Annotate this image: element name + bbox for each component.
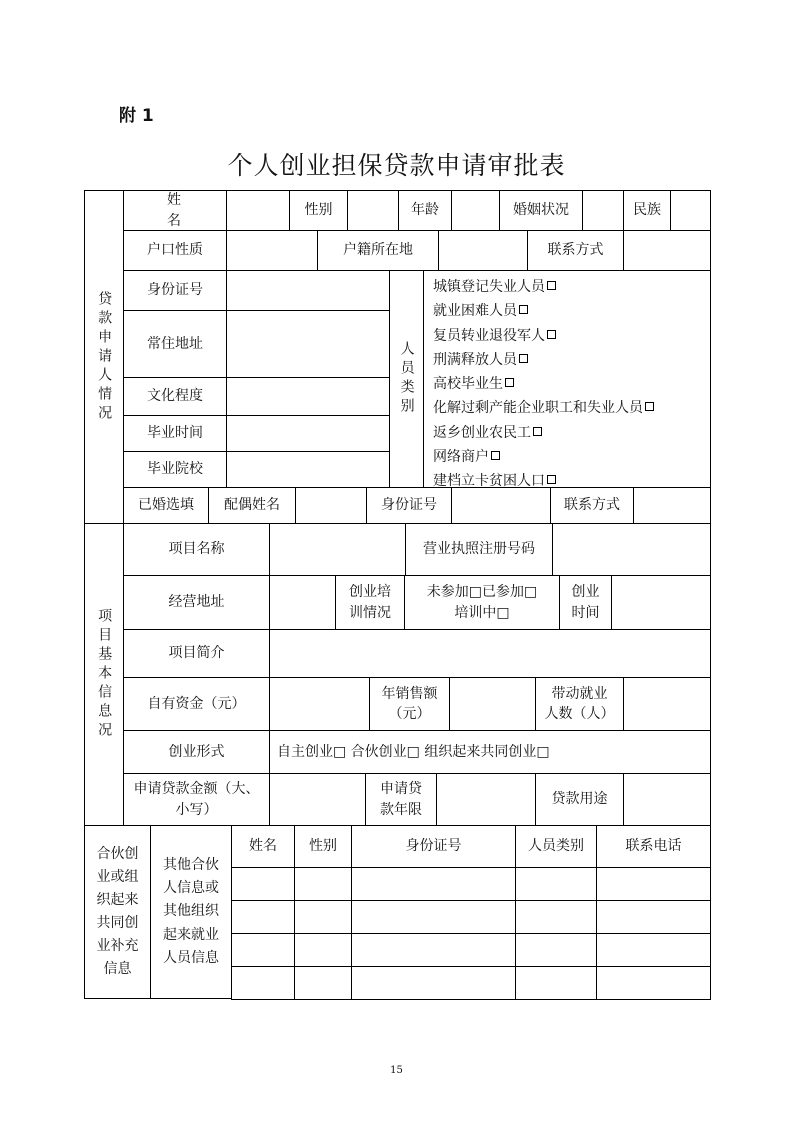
gender-field[interactable]: [347, 190, 399, 231]
spouse-name-field[interactable]: [295, 487, 367, 524]
partner-cell[interactable]: [596, 867, 711, 901]
household-location-field[interactable]: [438, 230, 528, 271]
partner-cell[interactable]: [231, 966, 295, 1000]
start-time-field[interactable]: [611, 575, 711, 630]
own-funds-field[interactable]: [269, 677, 370, 731]
marital-label: 婚姻状况: [499, 190, 583, 231]
attachment-label: 附 1: [119, 106, 154, 126]
partner-cell[interactable]: [294, 933, 352, 967]
address-field[interactable]: [226, 310, 390, 378]
partner-cell[interactable]: [351, 933, 516, 967]
category-option[interactable]: 就业困难人员: [433, 299, 710, 323]
partner-header-id: 身份证号: [351, 825, 516, 868]
gender-label: 性别: [289, 190, 348, 231]
marital-field[interactable]: [582, 190, 624, 231]
partner-header-category: 人员类别: [515, 825, 597, 868]
spouse-contact-field[interactable]: [633, 487, 711, 524]
spouse-name-label: 配偶姓名: [208, 487, 296, 524]
category-option[interactable]: 返乡创业农民工: [433, 421, 710, 445]
checkbox[interactable]: [547, 330, 556, 339]
partner-cell[interactable]: [351, 867, 516, 901]
page-number: 15: [390, 1065, 403, 1076]
partner-cell[interactable]: [596, 933, 711, 967]
age-field[interactable]: [451, 190, 500, 231]
partner-cell[interactable]: [231, 867, 295, 901]
loan-term-label: 申请贷 款年限: [365, 773, 437, 826]
checkbox[interactable]: [645, 402, 654, 411]
loan-amount-field[interactable]: [269, 773, 366, 826]
graduation-time-label: 毕业时间: [123, 415, 227, 452]
category-label: 人员类别: [389, 270, 424, 488]
partner-cell[interactable]: [351, 966, 516, 1000]
venture-form-label: 创业形式: [123, 730, 270, 774]
business-address-label: 经营地址: [123, 575, 270, 630]
license-label: 营业执照注册号码: [405, 523, 553, 576]
checkbox[interactable]: [491, 451, 500, 460]
partner-cell[interactable]: [231, 933, 295, 967]
partner-section-label: 合伙创 业或组 织起来 共同创 业补充 信息: [84, 825, 151, 999]
license-field[interactable]: [552, 523, 711, 576]
sales-label: 年销售额 （元）: [369, 677, 450, 731]
partner-cell[interactable]: [515, 933, 597, 967]
checkbox[interactable]: [547, 281, 556, 290]
education-label: 文化程度: [123, 377, 227, 416]
checkbox[interactable]: [533, 427, 542, 436]
partner-cell[interactable]: [351, 900, 516, 934]
partner-cell[interactable]: [294, 867, 352, 901]
category-option[interactable]: 网络商户: [433, 445, 710, 469]
project-name-field[interactable]: [269, 523, 406, 576]
name-field[interactable]: [226, 190, 290, 231]
ethnicity-label: 民族: [623, 190, 671, 231]
employment-field[interactable]: [623, 677, 711, 731]
name-label: 姓 名: [123, 190, 227, 231]
checkbox[interactable]: [519, 354, 528, 363]
category-option[interactable]: 城镇登记失业人员: [433, 275, 710, 299]
checkbox[interactable]: [505, 378, 514, 387]
spouse-id-field[interactable]: [451, 487, 551, 524]
contact-field[interactable]: [623, 230, 711, 271]
category-option[interactable]: 复员转业退役军人: [433, 324, 710, 348]
start-time-label: 创业 时间: [559, 575, 612, 630]
project-name-label: 项目名称: [123, 523, 270, 576]
loan-purpose-field[interactable]: [623, 773, 711, 826]
contact-label: 联系方式: [527, 230, 624, 271]
checkbox[interactable]: [519, 305, 528, 314]
household-type-field[interactable]: [226, 230, 318, 271]
age-label: 年龄: [398, 190, 452, 231]
spouse-contact-label: 联系方式: [550, 487, 634, 524]
sales-field[interactable]: [449, 677, 536, 731]
married-fill-label: 已婚选填: [123, 487, 209, 524]
category-option[interactable]: 高校毕业生: [433, 372, 710, 396]
form-title: 个人创业担保贷款申请审批表: [227, 151, 566, 180]
spouse-id-label: 身份证号: [366, 487, 452, 524]
training-label: 创业培 训情况: [335, 575, 405, 630]
category-checklist: [423, 270, 711, 488]
address-label: 常住地址: [123, 310, 227, 378]
ethnicity-field[interactable]: [670, 190, 711, 231]
partner-cell[interactable]: [294, 900, 352, 934]
summary-field[interactable]: [269, 629, 711, 678]
category-option[interactable]: 建档立卡贫困人口: [433, 469, 710, 493]
household-location-label: 户籍所在地: [317, 230, 439, 271]
partner-header-name: 姓名: [231, 825, 295, 868]
category-option[interactable]: 刑满释放人员: [433, 348, 710, 372]
partner-cell[interactable]: [596, 966, 711, 1000]
loan-purpose-label: 贷款用途: [535, 773, 624, 826]
applicant-section-label: 贷款申请人情况: [84, 190, 124, 524]
school-label: 毕业院校: [123, 451, 227, 488]
partner-cell[interactable]: [515, 966, 597, 1000]
partner-header-phone: 联系电话: [596, 825, 711, 868]
graduation-time-field[interactable]: [226, 415, 390, 452]
venture-form-options[interactable]: 自主创业□ 合伙创业□ 组织起来共同创业□: [269, 730, 711, 774]
training-options[interactable]: 未参加□已参加□ 培训中□: [404, 575, 560, 630]
partner-header-gender: 性别: [294, 825, 352, 868]
education-field[interactable]: [226, 377, 390, 416]
summary-label: 项目简介: [123, 629, 270, 678]
business-address-field[interactable]: [269, 575, 336, 630]
school-field[interactable]: [226, 451, 390, 488]
checkbox[interactable]: [547, 475, 556, 484]
partner-cell[interactable]: [231, 900, 295, 934]
partner-cell[interactable]: [294, 966, 352, 1000]
partner-sub-label: 其他合伙 人信息或 其他组织 起来就业 人员信息: [150, 825, 232, 999]
partner-cell[interactable]: [515, 867, 597, 901]
id-number-label: 身份证号: [123, 270, 227, 311]
partner-cell[interactable]: [515, 900, 597, 934]
partner-cell[interactable]: [596, 900, 711, 934]
loan-amount-label: 申请贷款金额（大、 小写）: [123, 773, 270, 826]
loan-term-field[interactable]: [436, 773, 536, 826]
id-number-field[interactable]: [226, 270, 390, 311]
project-section-label: 项目基本信息况: [84, 523, 124, 826]
employment-label: 带动就业 人数（人）: [535, 677, 624, 731]
category-option[interactable]: 化解过剩产能企业职工和失业人员: [433, 396, 710, 420]
household-type-label: 户口性质: [123, 230, 227, 271]
own-funds-label: 自有资金（元）: [123, 677, 270, 731]
